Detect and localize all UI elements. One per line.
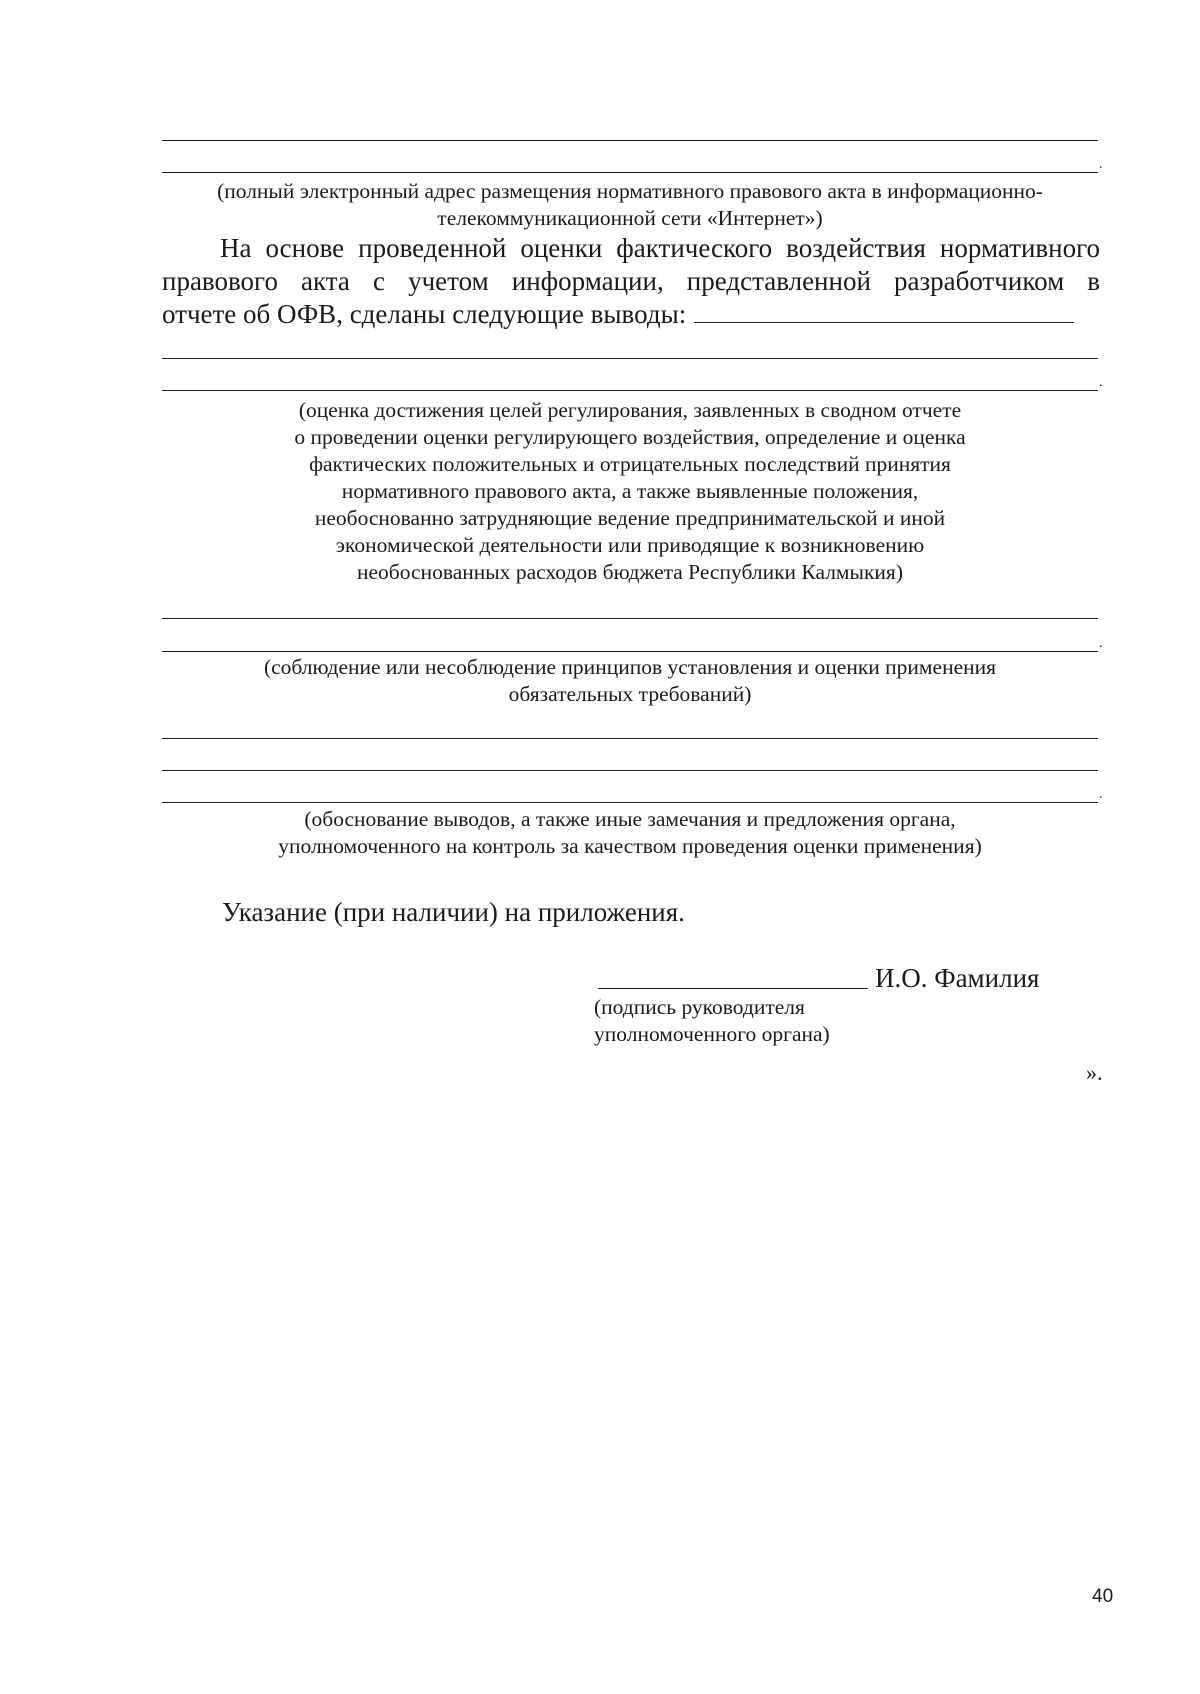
appendix-note: Указание (при наличии) на приложения. bbox=[222, 897, 685, 927]
address-caption-line: (полный электронный адрес размещения нормативного правового акта в информационно- bbox=[217, 179, 1043, 203]
assessment-caption-line: (оценка достижения целей регулирования, заявленных в сводном отчете bbox=[298, 398, 962, 422]
closing-quote-mark: ». bbox=[1086, 1060, 1103, 1085]
justification-caption bbox=[160, 806, 1100, 860]
justification-line-end-mark: . bbox=[1099, 787, 1103, 802]
signature-caption-line: уполномоченного органа) bbox=[594, 1022, 830, 1046]
address-caption bbox=[160, 178, 1100, 232]
principles-caption-line: обязательных требований) bbox=[508, 682, 752, 706]
assessment-caption-line: о проведении оценки регулирующего воздействия, определение и оценка bbox=[294, 425, 966, 449]
principles-blank-line-2[interactable] bbox=[162, 651, 1098, 652]
conclusions-line-last bbox=[162, 298, 1100, 331]
address-caption-line: телекоммуникационной сети «Интернет») bbox=[437, 206, 823, 230]
justification-blank-line-1[interactable] bbox=[162, 738, 1098, 739]
justification-caption-line: уполномоченного на контроль за качеством проведения оценки применения) bbox=[278, 834, 982, 858]
principles-line-end-mark: . bbox=[1099, 636, 1103, 651]
conclusions-paragraph bbox=[162, 232, 1100, 331]
address-line-end-mark: . bbox=[1099, 157, 1103, 172]
conclusions-line: правового акта с учетом информации, представленной разработчиком в bbox=[162, 266, 1100, 296]
assessment-caption-line: экономической деятельности или приводящие к возникновению bbox=[335, 533, 925, 557]
address-blank-line-2[interactable] bbox=[162, 172, 1098, 173]
principles-caption bbox=[160, 654, 1100, 708]
address-blank-line-1[interactable] bbox=[162, 140, 1098, 141]
signature-caption bbox=[594, 994, 830, 1048]
justification-blank-line-3[interactable] bbox=[162, 802, 1098, 803]
signatory-name: И.О. Фамилия bbox=[875, 963, 1040, 993]
conclusions-line: На основе проведенной оценки фактического воздействия нормативного bbox=[220, 233, 1100, 263]
assessment-caption-line: необоснованных расходов бюджета Республики Калмыкия) bbox=[357, 560, 903, 584]
justification-blank-line-2[interactable] bbox=[162, 770, 1098, 771]
principles-caption-line: (соблюдение или несоблюдение принципов установления и оценки применения bbox=[263, 655, 997, 679]
assessment-caption bbox=[160, 397, 1100, 586]
page-number: 40 bbox=[1092, 1586, 1114, 1607]
conclusions-line-text: отчете об ОФВ, сделаны следующие выводы: bbox=[162, 299, 687, 329]
conclusions-line-end-mark: . bbox=[1099, 375, 1103, 390]
assessment-caption-line: нормативного правового акта, а также выявленные положения, bbox=[341, 479, 919, 503]
conclusions-blank-line-1[interactable] bbox=[162, 358, 1098, 359]
justification-caption-line: (обоснование выводов, а также иные замечания и предложения органа, bbox=[304, 807, 956, 831]
assessment-caption-line: фактических положительных и отрицательных последствий принятия bbox=[309, 452, 951, 476]
principles-blank-line-1[interactable] bbox=[162, 618, 1098, 619]
conclusions-inline-blank[interactable] bbox=[694, 321, 1074, 323]
signature-caption-line: (подпись руководителя bbox=[594, 995, 805, 1019]
conclusions-blank-line-2[interactable] bbox=[162, 390, 1098, 391]
signature-blank-line[interactable] bbox=[598, 988, 868, 989]
assessment-caption-line: необоснованно затрудняющие ведение предпринимательской и иной bbox=[314, 506, 946, 530]
